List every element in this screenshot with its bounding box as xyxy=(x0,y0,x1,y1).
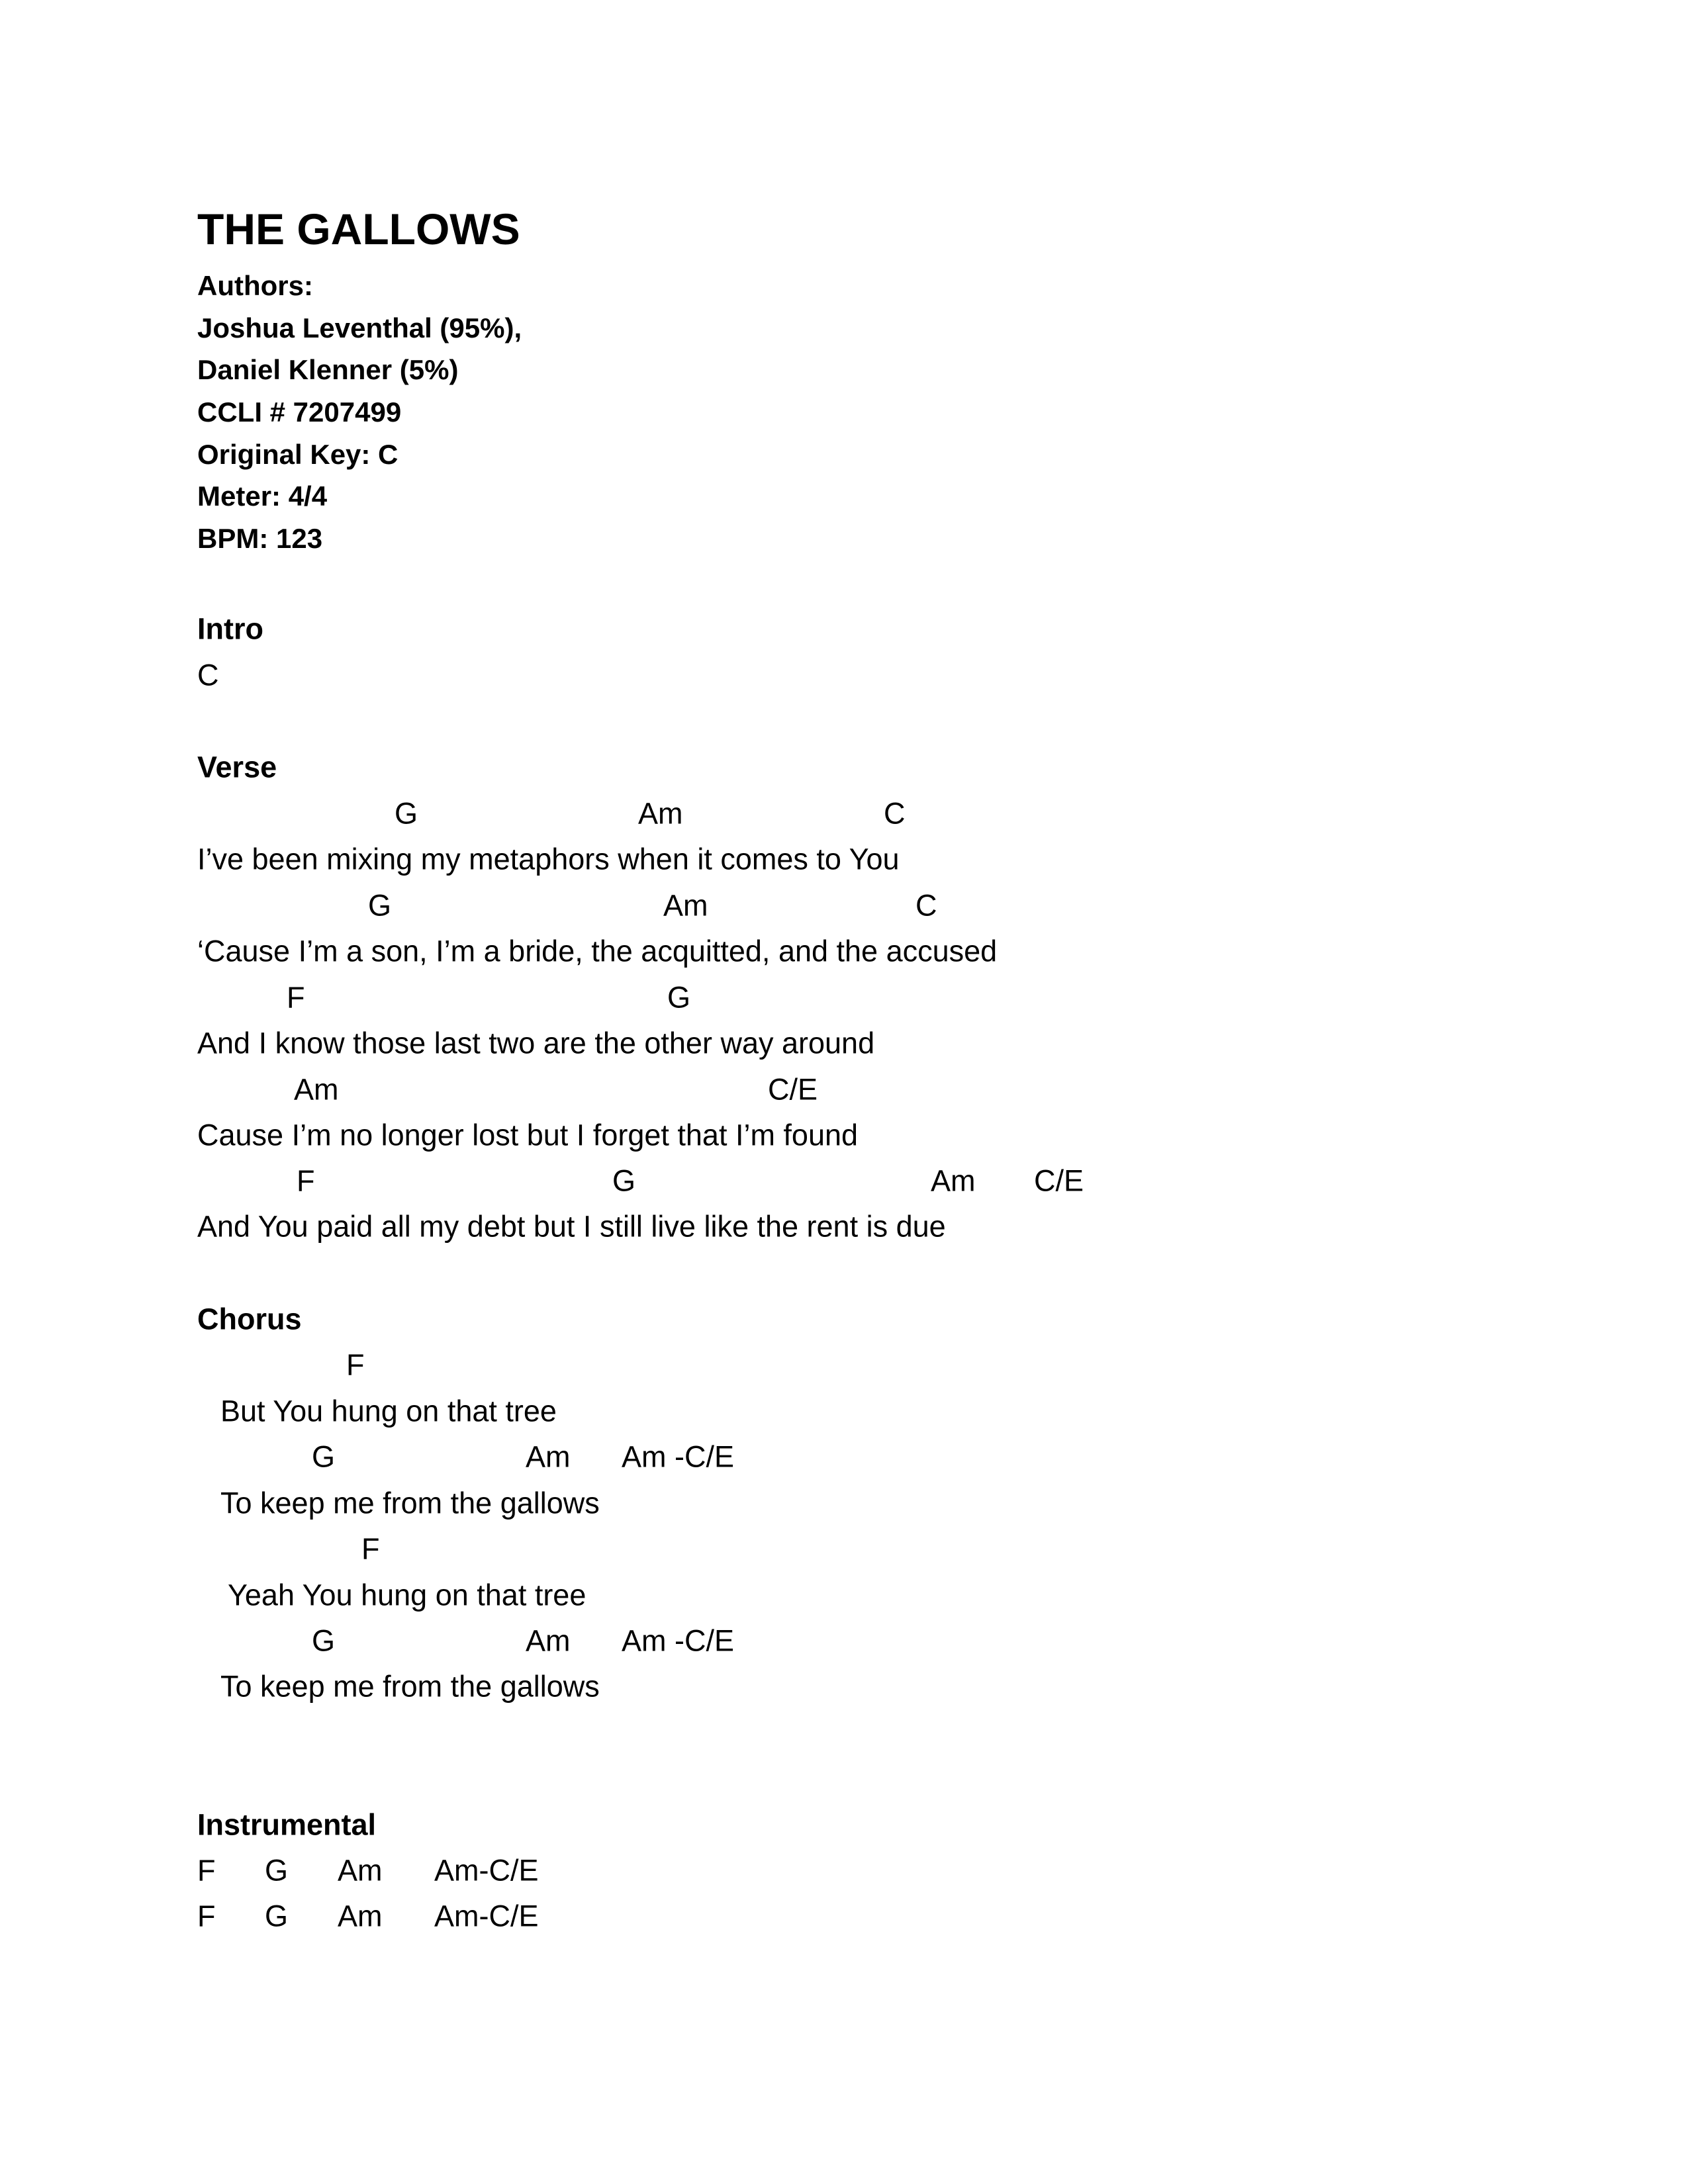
chord: F xyxy=(346,1347,365,1382)
lyric-line: And I know those last two are the other way around xyxy=(197,1026,875,1060)
section-verse-label: Verse xyxy=(197,750,277,784)
chord: F xyxy=(361,1531,380,1566)
chord: Am xyxy=(338,1853,383,1888)
ccli-number: CCLI # 7207499 xyxy=(197,396,402,428)
chord: G xyxy=(312,1439,336,1474)
chord: G xyxy=(312,1623,336,1658)
author-1: Joshua Leventhal (95%), xyxy=(197,312,522,343)
chord: Am xyxy=(663,888,708,923)
chord: Am xyxy=(526,1439,571,1474)
chord: Am-C/E xyxy=(434,1899,539,1933)
chord: C xyxy=(915,888,937,923)
chord: Am -C/E xyxy=(622,1623,735,1658)
chord: G xyxy=(265,1853,289,1888)
lyric-line: ‘Cause I’m a son, I’m a bride, the acquitted, and the accused xyxy=(197,934,998,968)
authors-label: Authors: xyxy=(197,270,313,301)
chord: Am-C/E xyxy=(434,1853,539,1888)
author-2: Daniel Klenner (5%) xyxy=(197,354,459,385)
lyric-line: And You paid all my debt but I still live like the rent is due xyxy=(197,1209,946,1244)
lyric-line: But You hung on that tree xyxy=(220,1394,557,1428)
chord: F xyxy=(287,980,305,1015)
chord: G xyxy=(612,1163,636,1198)
chord: G xyxy=(667,980,691,1015)
chord: Am xyxy=(526,1623,571,1658)
original-key: Original Key: C xyxy=(197,439,399,470)
chord: G xyxy=(395,796,418,831)
chord: C/E xyxy=(1034,1163,1084,1198)
chord: Am xyxy=(931,1163,976,1198)
lyric-line: I’ve been mixing my metaphors when it comes to You xyxy=(197,842,900,876)
section-intro-label: Intro xyxy=(197,612,263,646)
chord: Am xyxy=(638,796,683,831)
lyric-line: Yeah You hung on that tree xyxy=(228,1578,586,1612)
song-title: THE GALLOWS xyxy=(197,205,520,253)
lyric-line: To keep me from the gallows xyxy=(220,1486,600,1520)
section-instrumental-label: Instrumental xyxy=(197,1807,377,1842)
chord: F xyxy=(197,1853,216,1888)
chord: C xyxy=(884,796,906,831)
lyric-line: Cause I’m no longer lost but I forget that I’m found xyxy=(197,1118,859,1152)
meter: Meter: 4/4 xyxy=(197,480,328,512)
intro-chord: C xyxy=(197,658,219,692)
chord: F xyxy=(197,1899,216,1933)
bpm: BPM: 123 xyxy=(197,523,323,554)
chord: Am xyxy=(294,1072,339,1107)
chord: F xyxy=(297,1163,315,1198)
chord: G xyxy=(368,888,392,923)
section-chorus-label: Chorus xyxy=(197,1302,302,1336)
chord: Am xyxy=(338,1899,383,1933)
lyric-line: To keep me from the gallows xyxy=(220,1669,600,1704)
chord: C/E xyxy=(768,1072,818,1107)
chord: G xyxy=(265,1899,289,1933)
chord: Am -C/E xyxy=(622,1439,735,1474)
